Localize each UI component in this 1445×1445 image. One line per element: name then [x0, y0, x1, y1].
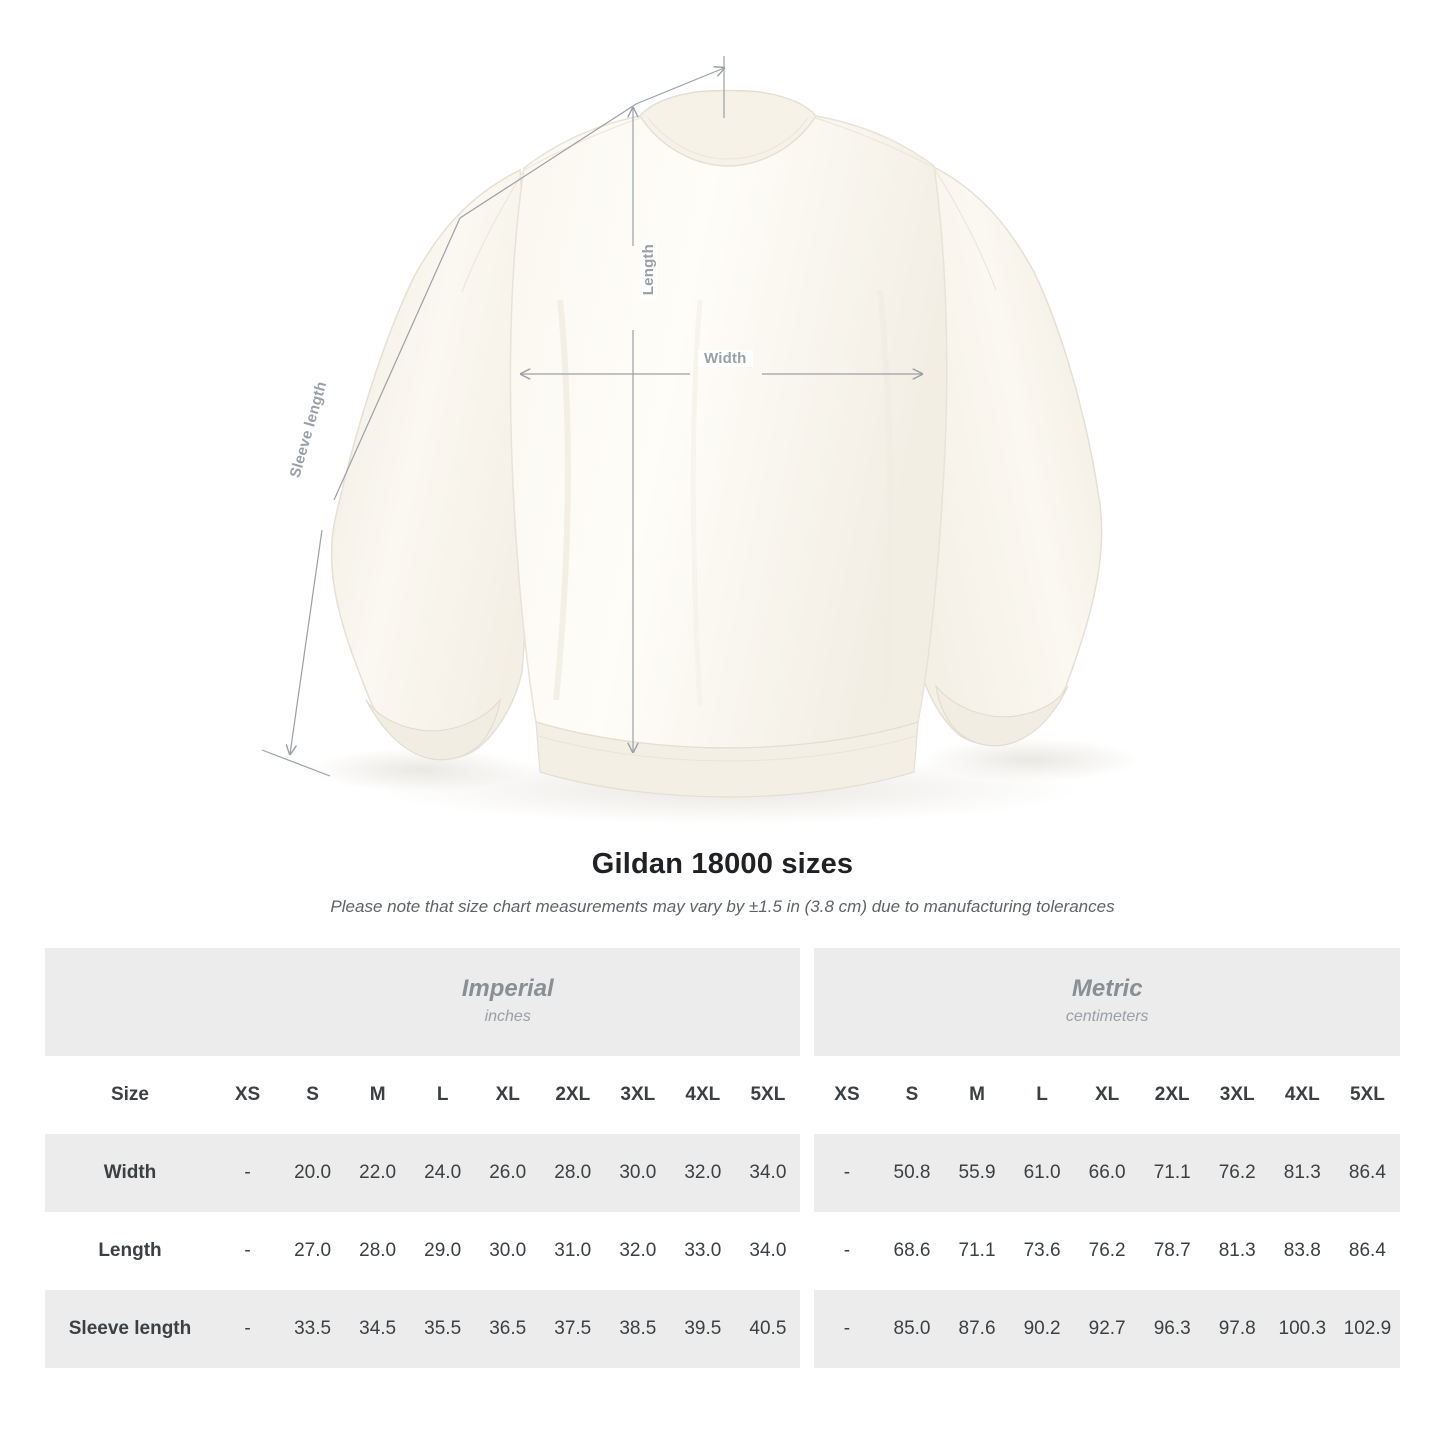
cell-sleeve-imperial-m: 34.5	[345, 1290, 410, 1368]
cell-sleeve-metric-s: 85.0	[879, 1290, 944, 1368]
size-col-metric-xs: XS	[814, 1056, 879, 1134]
size-col-metric-4xl: 4XL	[1270, 1056, 1335, 1134]
cell-sleeve-imperial-4xl: 39.5	[670, 1290, 735, 1368]
cell-width-imperial-xs: -	[215, 1134, 280, 1212]
cell-width-imperial-l: 24.0	[410, 1134, 475, 1212]
cell-width-imperial-3xl: 30.0	[605, 1134, 670, 1212]
cell-width-imperial-s: 20.0	[280, 1134, 345, 1212]
cell-length-metric-xs: -	[843, 1239, 851, 1261]
row-separator	[800, 1290, 814, 1368]
cell-sleeve-metric-xs: -	[814, 1290, 879, 1368]
cell-width-metric-5xl: 86.4	[1335, 1134, 1400, 1212]
size-col-imperial-m: M	[345, 1056, 410, 1134]
row-label-width: Width	[45, 1134, 215, 1212]
cell-sleeve-imperial-s: 33.5	[280, 1290, 345, 1368]
cell-width-metric-xs: -	[814, 1134, 879, 1212]
cell-width-imperial-m: 22.0	[345, 1134, 410, 1212]
size-col-metric-s: S	[879, 1056, 944, 1134]
size-chart-table-wrapper	[45, 948, 1400, 1368]
size-header-label: Size	[45, 1056, 215, 1134]
size-col-imperial-3xl: 3XL	[605, 1056, 670, 1134]
cell-sleeve-imperial-5xl: 40.5	[735, 1290, 800, 1368]
size-col-imperial-l: L	[410, 1056, 475, 1134]
size-col-imperial-s: S	[280, 1056, 345, 1134]
row-separator	[800, 1212, 814, 1290]
cell-sleeve-metric-xl: 92.7	[1075, 1290, 1140, 1368]
cell-sleeve-imperial-2xl: 37.5	[540, 1290, 605, 1368]
cell-width-metric-xl: 66.0	[1075, 1134, 1140, 1212]
cell-sleeve-metric-3xl: 97.8	[1205, 1290, 1270, 1368]
cell-length-imperial-4xl: 33.0	[684, 1239, 722, 1261]
size-col-imperial-xs: XS	[215, 1056, 280, 1134]
cell-sleeve-imperial-l: 35.5	[410, 1290, 475, 1368]
cell-width-metric-s: 50.8	[879, 1134, 944, 1212]
width-label: Width	[698, 350, 753, 367]
size-col-imperial-xl: XL	[475, 1056, 540, 1134]
table-row	[45, 1212, 1400, 1290]
cell-width-imperial-2xl: 28.0	[540, 1134, 605, 1212]
cell-width-metric-3xl: 76.2	[1205, 1134, 1270, 1212]
cell-length-imperial-3xl: 32.0	[619, 1239, 657, 1261]
cell-length-metric-2xl: 78.7	[1153, 1239, 1191, 1261]
imperial-unit-header: Imperial inches	[215, 948, 800, 1056]
size-col-metric-5xl: 5XL	[1335, 1056, 1400, 1134]
size-col-imperial-5xl: 5XL	[735, 1056, 800, 1134]
cell-length-imperial-s: 27.0	[294, 1239, 332, 1261]
table-row	[45, 1134, 1400, 1212]
units-header-row	[45, 948, 1400, 1056]
size-chart-table	[45, 948, 1400, 1368]
cell-length-metric-5xl: 86.4	[1348, 1239, 1386, 1261]
table-row	[45, 1290, 1400, 1368]
cell-length-metric-m: 71.1	[958, 1239, 996, 1261]
metric-unit-header: Metric centimeters	[814, 948, 1400, 1056]
cell-length-imperial-xs: -	[244, 1239, 251, 1261]
cell-length-imperial-l: 29.0	[424, 1239, 462, 1261]
tolerance-note: Please note that size chart measurements may vary by ±1.5 in (3.8 cm) due to manufacturing tolerances	[330, 897, 1115, 916]
length-label: Length	[640, 240, 657, 299]
size-col-metric-m: M	[945, 1056, 1010, 1134]
cell-sleeve-imperial-3xl: 38.5	[605, 1290, 670, 1368]
size-header-row	[45, 1056, 1400, 1134]
cell-sleeve-metric-4xl: 100.3	[1270, 1290, 1335, 1368]
cell-length-imperial-xl: 30.0	[489, 1239, 527, 1261]
cell-sleeve-metric-l: 90.2	[1010, 1290, 1075, 1368]
cell-length-imperial-5xl: 34.0	[749, 1239, 787, 1261]
row-label-length: Length	[98, 1239, 162, 1261]
cell-width-metric-2xl: 71.1	[1140, 1134, 1205, 1212]
size-header-separator	[800, 1056, 814, 1134]
cell-width-metric-m: 55.9	[945, 1134, 1010, 1212]
cell-length-imperial-2xl: 31.0	[554, 1239, 592, 1261]
cell-width-imperial-5xl: 34.0	[735, 1134, 800, 1212]
cell-length-metric-4xl: 83.8	[1283, 1239, 1321, 1261]
cell-length-metric-xl: 76.2	[1088, 1239, 1126, 1261]
units-separator	[800, 948, 814, 1056]
cell-width-imperial-xl: 26.0	[475, 1134, 540, 1212]
sleeve-length-label: Sleeve length	[286, 379, 331, 480]
cell-sleeve-metric-2xl: 96.3	[1140, 1290, 1205, 1368]
cell-sleeve-imperial-xl: 36.5	[475, 1290, 540, 1368]
cell-sleeve-imperial-xs: -	[215, 1290, 280, 1368]
size-col-metric-2xl: 2XL	[1140, 1056, 1205, 1134]
page-title: Gildan 18000 sizes	[591, 848, 854, 880]
cell-width-metric-l: 61.0	[1010, 1134, 1075, 1212]
row-separator	[800, 1134, 814, 1212]
cell-width-imperial-4xl: 32.0	[670, 1134, 735, 1212]
cell-length-metric-3xl: 81.3	[1218, 1239, 1256, 1261]
cell-length-metric-s: 68.6	[893, 1239, 931, 1261]
cell-sleeve-metric-m: 87.6	[945, 1290, 1010, 1368]
size-col-imperial-4xl: 4XL	[670, 1056, 735, 1134]
cell-sleeve-metric-5xl: 102.9	[1335, 1290, 1400, 1368]
cell-length-metric-l: 73.6	[1023, 1239, 1061, 1261]
size-col-metric-l: L	[1010, 1056, 1075, 1134]
cell-length-imperial-m: 28.0	[359, 1239, 397, 1261]
size-col-imperial-2xl: 2XL	[540, 1056, 605, 1134]
size-col-metric-xl: XL	[1075, 1056, 1140, 1134]
size-col-metric-3xl: 3XL	[1205, 1056, 1270, 1134]
units-header-spacer	[45, 948, 215, 1056]
row-label-sleeve-length: Sleeve length	[45, 1290, 215, 1368]
cell-width-metric-4xl: 81.3	[1270, 1134, 1335, 1212]
